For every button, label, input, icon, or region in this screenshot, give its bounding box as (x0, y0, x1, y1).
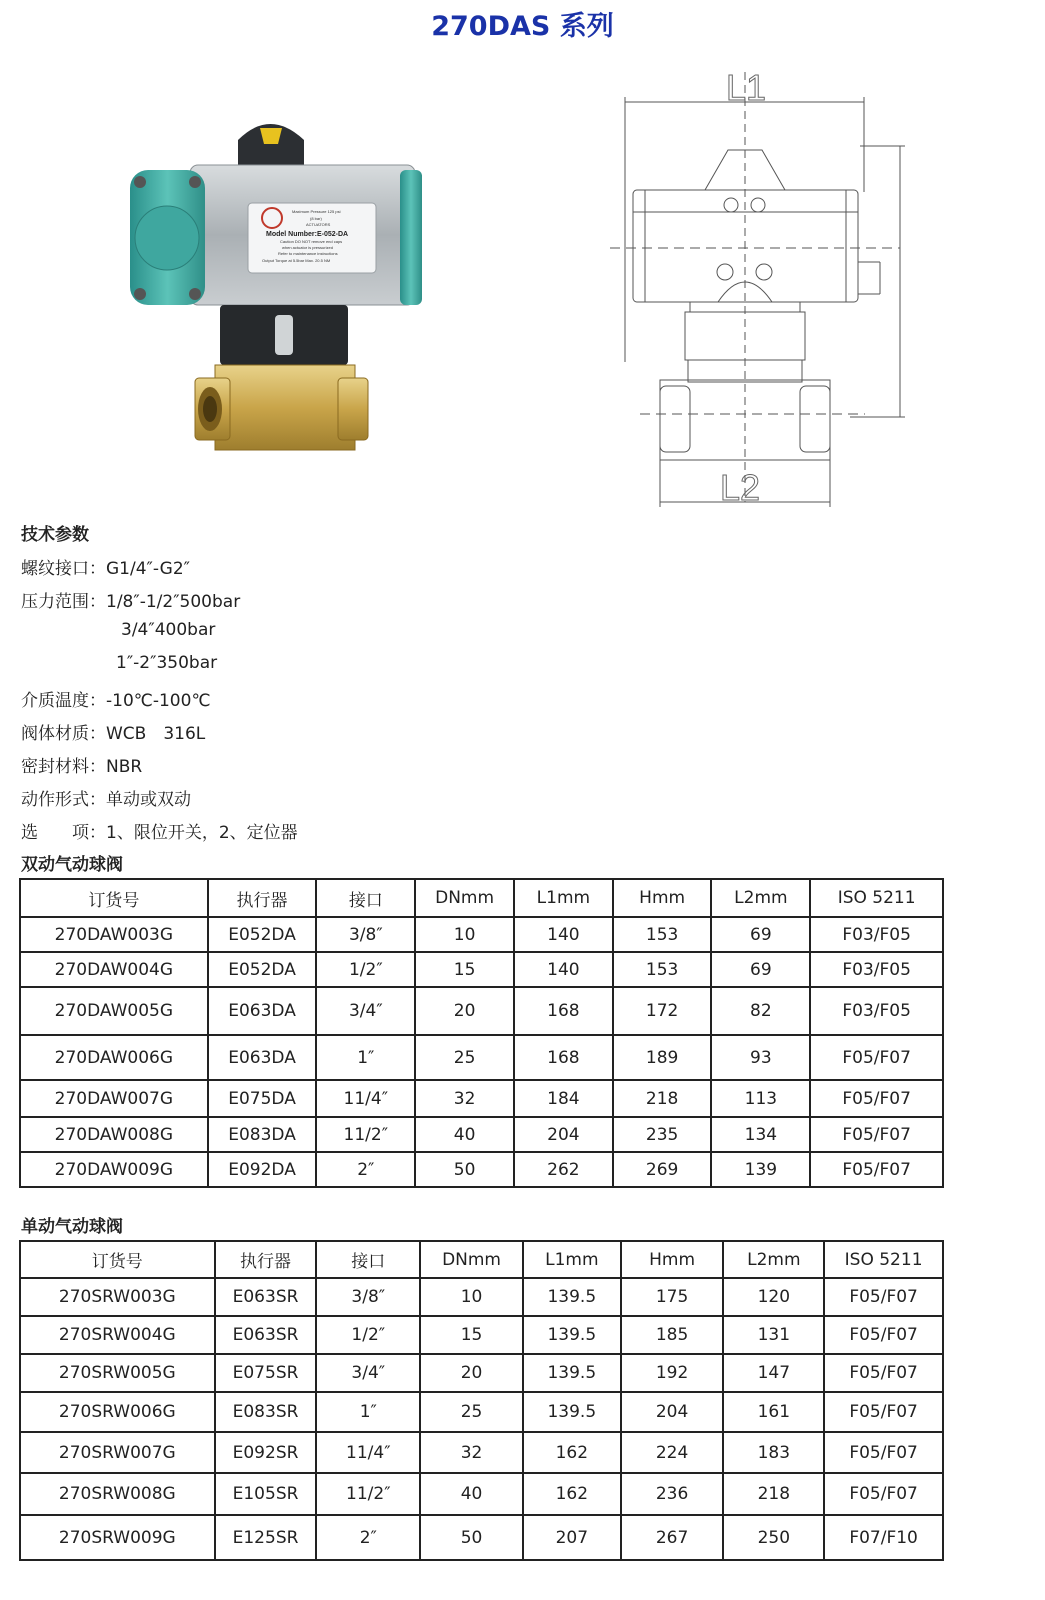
actuator-body (130, 165, 422, 305)
spec-value: G1/4″-G2″ (106, 559, 190, 579)
column-header: L1mm (514, 879, 613, 917)
table-cell: 15 (420, 1316, 523, 1354)
table-cell: 10 (415, 917, 514, 952)
label-bar: (8 bar) (310, 216, 322, 221)
table-row (20, 1392, 943, 1432)
table-cell: 250 (723, 1515, 824, 1560)
table-cell: 270SRW007G (20, 1432, 215, 1473)
indicator-cap (238, 124, 304, 165)
table-cell: E125SR (215, 1515, 317, 1560)
column-header: DNmm (420, 1241, 523, 1278)
table-cell: 270DAW004G (20, 952, 208, 987)
spec-value: 1″-2″350bar (116, 653, 218, 673)
table-row (20, 1515, 943, 1560)
label-pressure: Maximum Pressure 125 psi (292, 209, 341, 214)
table-cell: 204 (621, 1392, 724, 1432)
table-cell: 185 (621, 1316, 724, 1354)
table-cell: 175 (621, 1278, 724, 1316)
table-cell: F05/F07 (824, 1432, 943, 1473)
column-header: 执行器 (215, 1241, 317, 1278)
table-header-row (20, 1241, 943, 1278)
table-row (20, 917, 943, 952)
table-cell: 32 (420, 1432, 523, 1473)
table-cell: 69 (711, 952, 810, 987)
table-cell: 140 (514, 952, 613, 987)
table-cell: 1″ (316, 1035, 415, 1080)
table-cell: 262 (514, 1152, 613, 1187)
table-cell: 3/4″ (316, 1354, 420, 1392)
label-actuators: ACTUATORS (306, 222, 331, 227)
table-row (20, 1473, 943, 1515)
column-header: 订货号 (20, 1241, 215, 1278)
table-cell: E063SR (215, 1278, 317, 1316)
table-cell: 236 (621, 1473, 724, 1515)
table-cell: F05/F07 (810, 1117, 943, 1152)
spec-label: 螺纹接口： (21, 559, 106, 579)
spec-pressure-2 (121, 620, 215, 640)
spec-pressure (21, 587, 240, 612)
table-cell: E075DA (208, 1080, 317, 1117)
table-cell: E052DA (208, 917, 317, 952)
table-cell: 162 (523, 1473, 621, 1515)
specs-heading: 技术参数 (21, 525, 89, 545)
table-cell: 270DAW007G (20, 1080, 208, 1117)
table-cell: F07/F10 (824, 1515, 943, 1560)
spec-label: 阀体材质： (21, 724, 106, 744)
spec-value: 3/4″400bar (121, 620, 216, 640)
label-when: when actuator is pressurized (282, 245, 333, 250)
spec-temperature (21, 686, 211, 711)
table-cell: 1/2″ (316, 1316, 420, 1354)
table-cell: 270DAW009G (20, 1152, 208, 1187)
table-cell: 134 (711, 1117, 810, 1152)
table-cell: 270SRW004G (20, 1316, 215, 1354)
column-header: 接口 (316, 1241, 420, 1278)
spec-pressure-3 (116, 653, 217, 673)
spec-action-type (21, 785, 191, 810)
table-cell: 270DAW003G (20, 917, 208, 952)
table-cell: E075SR (215, 1354, 317, 1392)
table-cell: 168 (514, 1035, 613, 1080)
table-row (20, 1354, 943, 1392)
spec-label: 压力范围： (21, 592, 106, 612)
table-cell: E105SR (215, 1473, 317, 1515)
spec-label: 选 项： (21, 823, 106, 843)
table-cell: 93 (711, 1035, 810, 1080)
table-cell: 20 (420, 1354, 523, 1392)
table-cell: 25 (415, 1035, 514, 1080)
table-cell: 32 (415, 1080, 514, 1117)
column-header: ISO 5211 (824, 1241, 943, 1278)
double-acting-table (19, 878, 944, 1188)
table-cell: 192 (621, 1354, 724, 1392)
spec-label: 动作形式： (21, 790, 106, 810)
column-header: L2mm (723, 1241, 824, 1278)
table-cell: 40 (420, 1473, 523, 1515)
table-cell: F05/F07 (810, 1152, 943, 1187)
column-header: L2mm (711, 879, 810, 917)
spec-value: NBR (106, 757, 143, 777)
table-cell: E063DA (208, 987, 317, 1035)
spec-body-material (21, 719, 205, 744)
column-header: DNmm (415, 879, 514, 917)
table-cell: 11/2″ (316, 1117, 415, 1152)
table-cell: 2″ (316, 1515, 420, 1560)
table-cell: E092DA (208, 1152, 317, 1187)
table-cell: 120 (723, 1278, 824, 1316)
table-cell: 270DAW006G (20, 1035, 208, 1080)
table-cell: 183 (723, 1432, 824, 1473)
table-row (20, 1278, 943, 1316)
table-cell: F05/F07 (824, 1354, 943, 1392)
table-cell: 3/4″ (316, 987, 415, 1035)
single-acting-heading: 单动气动球阀 (21, 1217, 123, 1237)
spec-value: 单动或双动 (106, 790, 191, 810)
spec-label: 密封材料： (21, 757, 106, 777)
table-cell: F03/F05 (810, 987, 943, 1035)
table-cell: E063DA (208, 1035, 317, 1080)
table-cell: 25 (420, 1392, 523, 1432)
table-cell: 2″ (316, 1152, 415, 1187)
column-header: L1mm (523, 1241, 621, 1278)
column-header: 订货号 (20, 879, 208, 917)
table-cell: F05/F07 (824, 1278, 943, 1316)
label-torque: Output Torque at 5.5bar Max. 20.5 NM (262, 258, 331, 263)
mounting-bracket (220, 305, 348, 365)
product-photo (120, 110, 440, 470)
table-cell: E052DA (208, 952, 317, 987)
table-cell: 139.5 (523, 1316, 621, 1354)
spec-value: 1、限位开关，2、定位器 (106, 823, 298, 843)
table-cell: 139 (711, 1152, 810, 1187)
page-title: 270DAS 系列 (431, 11, 614, 42)
table-cell: 50 (415, 1152, 514, 1187)
table-cell: 168 (514, 987, 613, 1035)
table-cell: E092SR (215, 1432, 317, 1473)
table-cell: 11/4″ (316, 1080, 415, 1117)
table-cell: 161 (723, 1392, 824, 1432)
table-cell: 15 (415, 952, 514, 987)
dim-l1-label: L1 (726, 67, 767, 108)
table-cell: 270SRW006G (20, 1392, 215, 1432)
spec-options (21, 818, 298, 843)
table-cell: 235 (613, 1117, 712, 1152)
spec-seal-material (21, 752, 142, 777)
table-cell: 113 (711, 1080, 810, 1117)
table-row (20, 1117, 943, 1152)
column-header: 接口 (316, 879, 415, 917)
table-cell: E063SR (215, 1316, 317, 1354)
label-model: Model Number:E-052-DA (266, 231, 349, 238)
table-cell: E083SR (215, 1392, 317, 1432)
table-cell: 269 (613, 1152, 712, 1187)
single-acting-table (19, 1240, 944, 1561)
table-row (20, 1316, 943, 1354)
column-header: ISO 5211 (810, 879, 943, 917)
table-cell: 184 (514, 1080, 613, 1117)
table-cell: 153 (613, 917, 712, 952)
table-cell: 69 (711, 917, 810, 952)
table-cell: 20 (415, 987, 514, 1035)
table-cell: 1/2″ (316, 952, 415, 987)
table-cell: F03/F05 (810, 952, 943, 987)
table-cell: 11/2″ (316, 1473, 420, 1515)
column-header: 执行器 (208, 879, 317, 917)
table-cell: F05/F07 (824, 1316, 943, 1354)
table-cell: F03/F05 (810, 917, 943, 952)
table-cell: 139.5 (523, 1278, 621, 1316)
table-cell: 82 (711, 987, 810, 1035)
table-cell: 162 (523, 1432, 621, 1473)
table-row (20, 1080, 943, 1117)
table-cell: F05/F07 (810, 1080, 943, 1117)
table-cell: 131 (723, 1316, 824, 1354)
table-cell: 270DAW008G (20, 1117, 208, 1152)
spec-value: 1/8″-1/2″500bar (106, 592, 241, 612)
table-cell: 270SRW005G (20, 1354, 215, 1392)
table-cell: 270SRW003G (20, 1278, 215, 1316)
table-cell: 11/4″ (316, 1432, 420, 1473)
table-cell: 10 (420, 1278, 523, 1316)
table-cell: F05/F07 (810, 1035, 943, 1080)
table-cell: 139.5 (523, 1392, 621, 1432)
table-cell: 270SRW009G (20, 1515, 215, 1560)
column-header: Hmm (621, 1241, 724, 1278)
table-cell: 50 (420, 1515, 523, 1560)
table-cell: 1″ (316, 1392, 420, 1432)
table-cell: 153 (613, 952, 712, 987)
table-cell: E083DA (208, 1117, 317, 1152)
spec-value: WCB 316L (106, 724, 206, 744)
table-cell: 3/8″ (316, 1278, 420, 1316)
table-cell: 218 (613, 1080, 712, 1117)
table-row (20, 1152, 943, 1187)
valve-body (195, 365, 368, 450)
label-refer: Refer to maintenance instructions (278, 251, 338, 256)
double-acting-heading: 双动气动球阀 (21, 855, 123, 875)
table-cell: 3/8″ (316, 917, 415, 952)
table-cell: 270SRW008G (20, 1473, 215, 1515)
dimension-drawing (600, 62, 930, 517)
column-header: Hmm (613, 879, 712, 917)
table-cell: 40 (415, 1117, 514, 1152)
table-cell: 270DAW005G (20, 987, 208, 1035)
table-cell: 224 (621, 1432, 724, 1473)
table-row (20, 952, 943, 987)
spec-label: 介质温度： (21, 691, 106, 711)
table-cell: 267 (621, 1515, 724, 1560)
table-cell: 204 (514, 1117, 613, 1152)
table-header-row (20, 879, 943, 917)
table-cell: 147 (723, 1354, 824, 1392)
table-row (20, 987, 943, 1035)
table-cell: F05/F07 (824, 1392, 943, 1432)
spec-value: -10℃-100℃ (106, 691, 211, 711)
table-cell: 207 (523, 1515, 621, 1560)
table-cell: 189 (613, 1035, 712, 1080)
table-cell: F05/F07 (824, 1473, 943, 1515)
dim-l2-label: L2 (720, 467, 761, 508)
table-cell: 218 (723, 1473, 824, 1515)
table-row (20, 1432, 943, 1473)
table-cell: 140 (514, 917, 613, 952)
table-cell: 139.5 (523, 1354, 621, 1392)
spec-thread (21, 554, 190, 579)
table-row (20, 1035, 943, 1080)
table-cell: 172 (613, 987, 712, 1035)
label-caution: Caution DO NOT remove end caps (280, 239, 343, 244)
